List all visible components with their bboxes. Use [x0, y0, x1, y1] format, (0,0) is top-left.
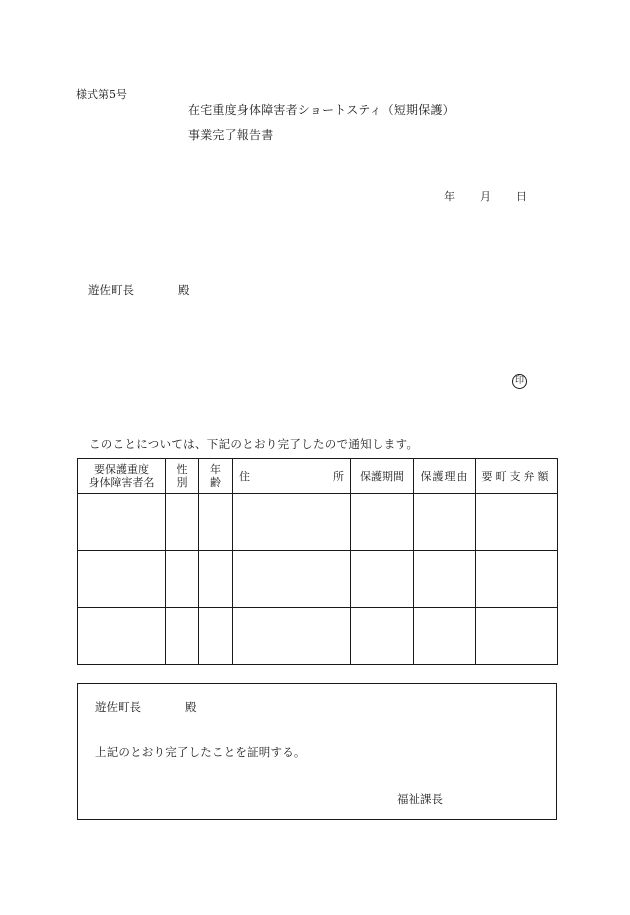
date-year-label: 年	[444, 190, 455, 203]
cell-name[interactable]	[78, 608, 166, 665]
cell-sex[interactable]	[166, 494, 199, 551]
addressee	[88, 282, 190, 298]
seal-mark: 印	[512, 374, 527, 389]
cell-age[interactable]	[199, 608, 233, 665]
cell-amount[interactable]	[476, 551, 558, 608]
table-row	[78, 608, 558, 665]
header-amount	[476, 459, 558, 494]
date-day-label: 日	[516, 190, 527, 203]
table-row	[78, 494, 558, 551]
table-row	[78, 551, 558, 608]
cell-address[interactable]	[233, 608, 351, 665]
addressee-honorific: 殿	[178, 283, 190, 297]
cell-period[interactable]	[351, 494, 414, 551]
header-period	[351, 459, 414, 494]
cell-amount[interactable]	[476, 608, 558, 665]
cell-name[interactable]	[78, 551, 166, 608]
header-period-label: 保護期間	[360, 469, 404, 483]
cell-reason[interactable]	[414, 551, 476, 608]
header-address-part1: 住	[239, 469, 250, 483]
certificate-signer: 福祉課長	[397, 792, 443, 806]
certificate-addressee	[95, 699, 197, 715]
cell-reason[interactable]	[414, 494, 476, 551]
header-name-line2: 身体障害者名	[88, 476, 155, 489]
header-reason-label: 保護理由	[420, 469, 469, 483]
intro-text: このことについては、下記のとおり完了したので通知します。	[89, 437, 419, 451]
header-age-line2: 齢	[210, 476, 221, 489]
document-title-line2: 事業完了報告書	[188, 128, 274, 142]
cell-age[interactable]	[199, 551, 233, 608]
header-name-line1: 要保護重度	[94, 463, 149, 476]
header-address	[233, 459, 351, 494]
cell-period[interactable]	[351, 551, 414, 608]
header-age	[199, 459, 233, 494]
cell-sex[interactable]	[166, 608, 199, 665]
header-sex-line1: 性	[176, 463, 188, 476]
date-month-label: 月	[480, 190, 491, 203]
header-age-line1: 年	[210, 463, 221, 476]
certificate-statement: 上記のとおり完了したことを証明する。	[95, 745, 306, 759]
certificate-addressee-name: 遊佐町長	[95, 700, 141, 714]
table-header-row	[78, 459, 558, 494]
cell-sex[interactable]	[166, 551, 199, 608]
header-sex	[166, 459, 199, 494]
header-sex-line2: 別	[176, 476, 188, 489]
cell-address[interactable]	[233, 494, 351, 551]
cell-reason[interactable]	[414, 608, 476, 665]
document-title-line1: 在宅重度身体障害者ショートスティ（短期保護）	[188, 103, 455, 117]
header-reason	[414, 459, 476, 494]
addressee-name: 遊佐町長	[88, 283, 134, 297]
cell-name[interactable]	[78, 494, 166, 551]
header-amount-label: 要町支弁額	[481, 469, 552, 483]
header-name	[78, 459, 166, 494]
header-address-part2: 所	[333, 469, 344, 483]
cell-address[interactable]	[233, 551, 351, 608]
certificate-addressee-honorific: 殿	[185, 700, 197, 714]
report-table	[77, 458, 558, 665]
form-number: 様式第5号	[76, 88, 127, 101]
cell-period[interactable]	[351, 608, 414, 665]
cell-age[interactable]	[199, 494, 233, 551]
cell-amount[interactable]	[476, 494, 558, 551]
